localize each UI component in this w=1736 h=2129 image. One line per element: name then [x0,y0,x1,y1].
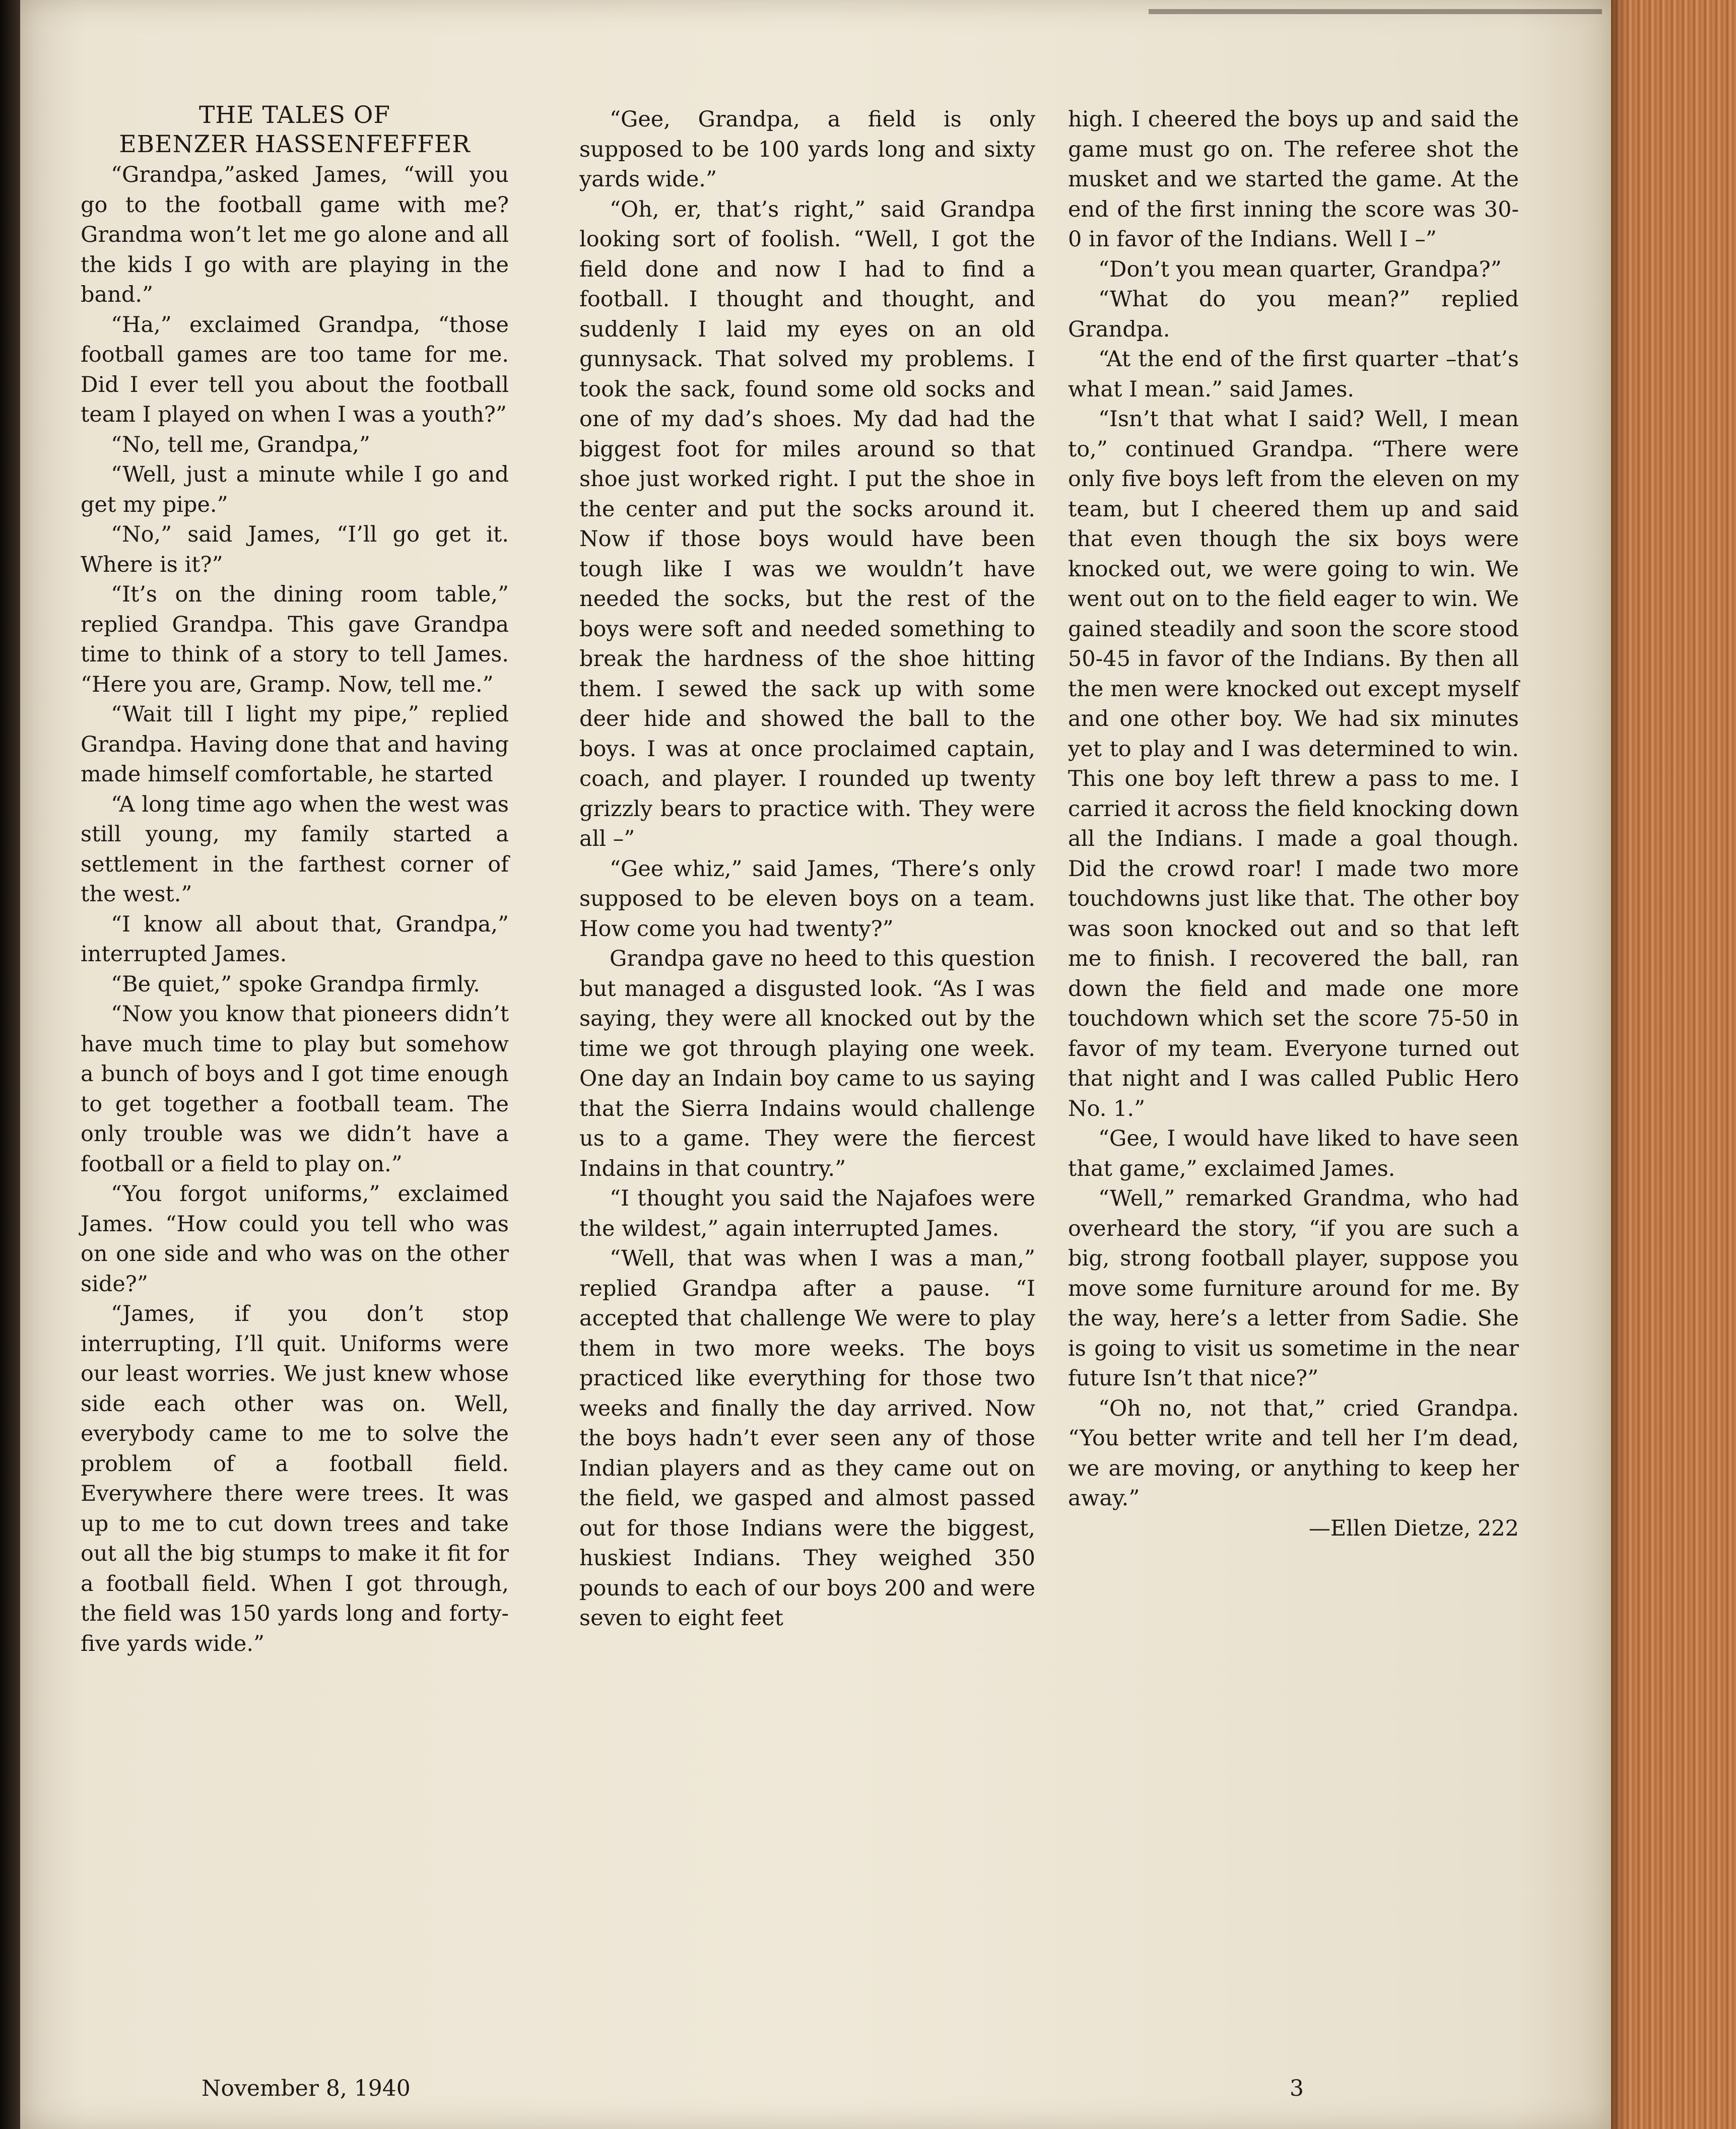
paragraph: “James, if you don’t stop interrupting, I’ll quit. Uniforms were our least worries. We just knew whose side each other was on. Well, everybody came to me to solve the problem of a football field. Everywhere there were trees. It was up to me to cut down trees and take out all the big stumps to make it fit for a football field. When I got through, the field was 150 yards long and forty-five yards wide.” [81,1301,509,1656]
header-rule [1149,9,1602,14]
paragraph: “I thought you said the Najafoes were the wildest,” again interrupted James. [579,1186,1035,1241]
paragraph: “A long time ago when the west was still young, my family started a settlement in the farthest corner of the west.” [81,791,509,907]
article-title [81,101,509,159]
article-column-1 [81,101,509,1659]
paragraph: “Well, that was when I was a man,” replied Grandpa after a pause. “I accepted that challenge We were to play them in two more weeks. The boys practiced like everything for those two weeks and finally the day arrived. Now the boys hadn’t ever seen any of those Indian players and as they came out on the field, we gasped and almost passed out for those Indians were the biggest, huskiest Indians. They weighed 350 pounds to each of our boys 200 and were seven to eight feet [579,1246,1035,1631]
paragraph: “Isn’t that what I said? Well, I mean to,” continued Grandpa. “There were only five boys left from the eleven on my team, but I cheered them up and said that even though the six boys were knocked out, we were going to win. We went out on to the field eager to win. We gained steadily and soon the score stood 50-45 in favor of the Indians. By then all the men were knocked out except myself and one other boy. We had six minutes yet to play and I was determined to win. This one boy left threw a pass to me. I carried it across the field knocking down all the Indians. I made a goal though. Did the crowd roar! I made two more touchdowns just like that. The other boy was soon knocked out and so that left me to finish. I recovered the ball, ran down the field and made one more touchdown which set the score 75-50 in favor of my team. Everyone turned out that night and I was called Public Hero No. 1.” [1068,407,1519,1121]
paragraph: “You forgot uniforms,” exclaimed James. “How could you tell who was on one side and who was on the other side?” [81,1181,509,1297]
paragraph: “Wait till I light my pipe,” replied Grandpa. Having done that and having made himself comfortable, he started [81,702,509,787]
paragraph: “No,” said James, “I’ll go get it. Where is it?” [81,522,509,577]
page-number: 3 [1290,2076,1304,2101]
article-column-3 [1068,105,1519,1544]
paragraph: “At the end of the first quarter –that’s what I mean.” said James. [1068,347,1519,402]
title-line-1: THE TALES OF [198,101,391,129]
article-column-2 [579,105,1035,1634]
paragraph: “It’s on the dining room table,” replied Grandpa. This gave Grandpa time to think of a story to tell James. “Here you are, Gramp. Now, tell me.” [81,582,509,697]
paragraph: “Be quiet,” spoke Grandpa firmly. [111,971,480,997]
issue-date: November 8, 1940 [202,2076,411,2101]
paragraph: “Gee, Grandpa, a field is only supposed to be 100 yards long and sixty yards wide.” [579,107,1035,192]
paragraph: “Don’t you mean quarter, Grandpa?” [1098,256,1502,282]
author-signature: —Ellen Dietze, 222 [1308,1515,1519,1541]
paragraph: “Ha,” exclaimed Grandpa, “those football games are too tame for me. Did I ever tell you about the football team I played on when I was a youth?” [81,312,509,427]
book-binding-edge [1611,0,1736,2129]
paragraph: “Well,” remarked Grandma, who had overheard the story, “if you are such a big, strong football player, suppose you move some furniture around for me. By the way, here’s a letter from Sadie. She is going to visit us sometime in the near future Isn’t that nice?” [1068,1186,1519,1391]
paragraph: “Well, just a minute while I go and get my pipe.” [81,462,509,517]
book-gutter-shadow [0,0,20,2129]
paragraph: “Gee whiz,” said James, ‘There’s only supposed to be eleven boys on a team. How come you had twenty?” [579,856,1035,942]
title-line-2: EBENZER HASSENFEFFER [119,130,471,158]
paragraph: high. I cheered the boys up and said the game must go on. The referee shot the musket and we started the game. At the end of the first inning the score was 30-0 in favor of the Indians. Well I –” [1068,107,1519,252]
paragraph: “Gee, I would have liked to have seen that game,” exclaimed James. [1068,1126,1519,1181]
paragraph: “Oh no, not that,” cried Grandpa. “You better write and tell her I’m dead, we are moving, or anything to keep her away.” [1068,1395,1519,1511]
paragraph: “No, tell me, Grandpa,” [111,432,370,457]
paragraph: “What do you mean?” replied Grandpa. [1068,287,1519,342]
paragraph: Grandpa gave no heed to this question but managed a disgusted look. “As I was saying, they were all knocked out by the time we got through playing one week. One day an Indain boy came to us saying that the Sierra Indains would challenge us to a game. They were the fiercest Indains in that country.” [579,946,1035,1181]
paragraph: “Now you know that pioneers didn’t have much time to play but somehow a bunch of boys and I got time enough to get together a football team. The only trouble was we didn’t have a football or a field to play on.” [81,1002,509,1177]
paragraph: “I know all about that, Grandpa,” interrupted James. [81,911,509,967]
paragraph: “Grandpa,”asked James, “will you go to the football game with me? Grandma won’t let me go alone and all the kids I go with are playing in the band.” [81,162,509,307]
paragraph: “Oh, er, that’s right,” said Grandpa looking sort of foolish. “Well, I got the field done and now I had to find a football. I thought and thought, and suddenly I laid my eyes on an old gunnysack. That solved my problems. I took the sack, found some old socks and one of my dad’s shoes. My dad had the biggest foot for miles around so that shoe just worked right. I put the shoe in the center and put the socks around it. Now if those boys would have been tough like I was we wouldn’t have needed the socks, but the rest of the boys were soft and needed something to break the hardness of the shoe hitting them. I sewed the sack up with some deer hide and showed the ball to the boys. I was at once proclaimed captain, coach, and player. I rounded up twenty grizzly bears to practice with. They were all –” [579,196,1035,851]
